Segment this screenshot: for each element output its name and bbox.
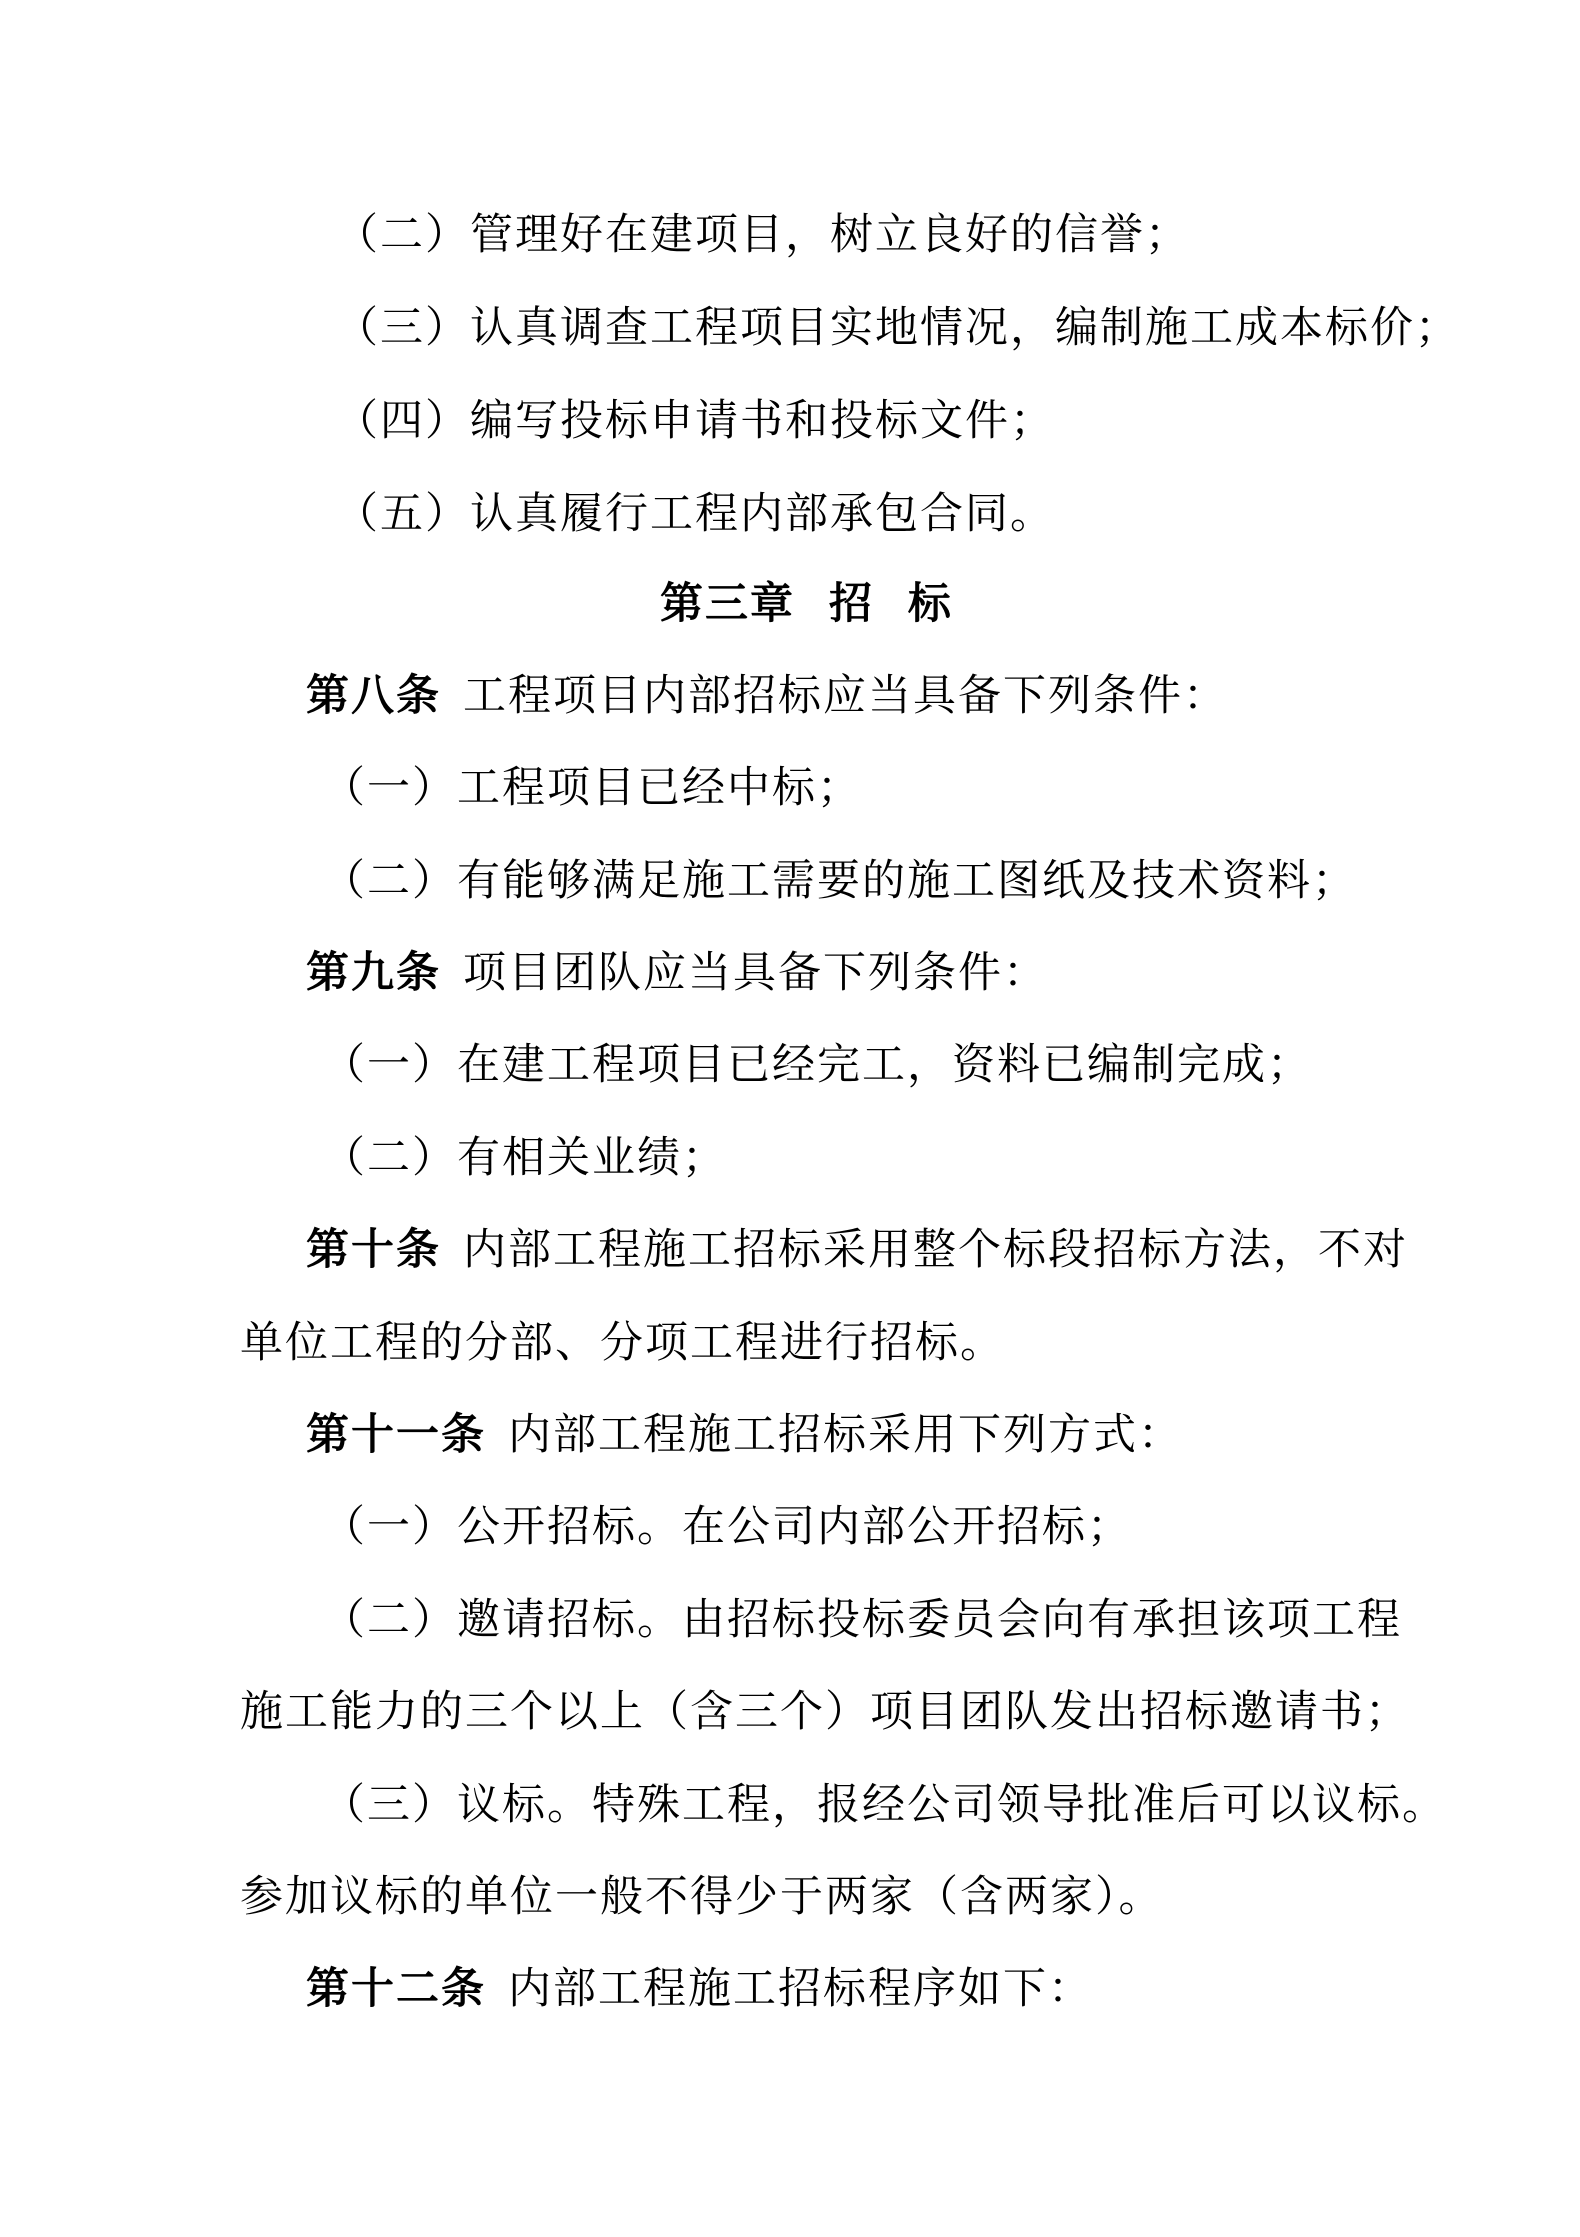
article-heading [306, 1405, 1183, 1465]
list-item: （一）在建工程项目已经完工，资料已编制完成； [322, 1040, 1312, 1090]
article-label: 第十条 [306, 1225, 441, 1275]
list-item: （一）公开招标。在公司内部公开招标； [322, 1502, 1132, 1552]
paragraph-continuation: 参加议标的单位一般不得少于两家（含两家）。 [240, 1872, 1164, 1922]
paragraph-continuation: 单位工程的分部、分项工程进行招标。 [240, 1318, 1005, 1368]
article-text: 内部工程施工招标采用整个标段招标方法，不对 [463, 1225, 1408, 1275]
list-item: （五）认真履行工程内部承包合同。 [335, 489, 1055, 539]
article-label: 第八条 [306, 671, 441, 721]
article-text: 内部工程施工招标程序如下： [508, 1964, 1093, 2014]
list-item: （四）编写投标申请书和投标文件； [335, 396, 1055, 446]
article-heading [306, 1959, 1093, 2019]
list-item: （一）工程项目已经中标； [322, 763, 862, 813]
list-item: （三）议标。特殊工程，报经公司领导批准后可以议标。 [322, 1780, 1447, 1830]
article-text: 工程项目内部招标应当具备下列条件： [463, 671, 1228, 721]
article-heading [306, 666, 1228, 726]
list-item: （二）邀请招标。由招标投标委员会向有承担该项工程 [322, 1595, 1402, 1645]
list-item: （二）管理好在建项目，树立良好的信誉； [335, 210, 1190, 260]
article-label: 第十一条 [306, 1410, 486, 1460]
article-label: 第九条 [306, 948, 441, 998]
article-text: 项目团队应当具备下列条件： [463, 948, 1048, 998]
list-item: （二）有相关业绩； [322, 1133, 727, 1183]
article-heading [306, 1220, 1408, 1280]
list-item: （二）有能够满足施工需要的施工图纸及技术资料； [322, 856, 1357, 906]
chapter-title: 第三章 招 标 [660, 579, 953, 629]
paragraph-continuation: 施工能力的三个以上（含三个）项目团队发出招标邀请书； [240, 1687, 1410, 1737]
article-heading [306, 943, 1048, 1003]
article-label: 第十二条 [306, 1964, 486, 2014]
article-text: 内部工程施工招标采用下列方式： [508, 1410, 1183, 1460]
list-item: （三）认真调查工程项目实地情况，编制施工成本标价； [335, 303, 1460, 353]
